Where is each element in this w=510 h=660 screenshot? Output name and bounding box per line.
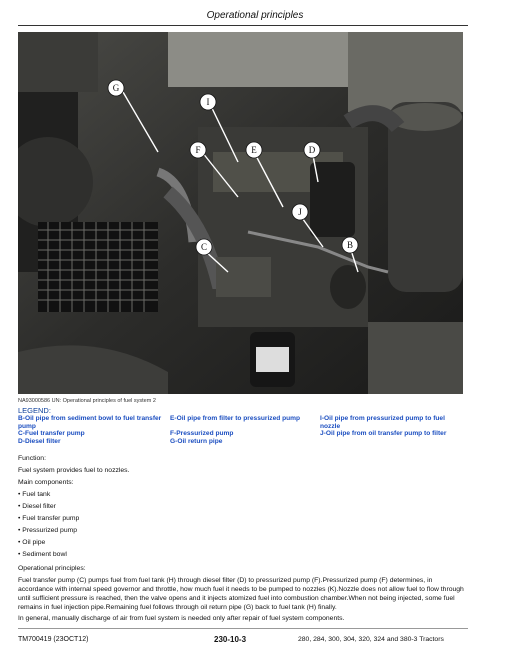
footer-page-number: 230-10-3 — [214, 635, 247, 644]
figure-caption: NA93000586 UN: Operational principles of fuel system 2 — [18, 398, 156, 404]
legend-item-E: E-Oil pipe from filter to pressurized pump — [170, 415, 301, 422]
svg-text:C: C — [200, 242, 208, 252]
principles-text: Fuel transfer pump (C) pumps fuel from fuel tank (H) through diesel filter (D) to pressurized pump (F).Pressurized pump (F) determines, in accordance with internal speed governor and throttle, how much fuel it needs to be pumped to nozzles (K).Nozzle does not allow fuel to flow through until sufficient pressure is reached, then the valve opens and it injects atomized fuel into combustion chamber.When not being injected, some fuel remains in fuel injection pipe.Remaining fuel follows through oil return pipe (G) back to fuel tank (H) finally. — [18, 577, 464, 611]
components-heading: Main components: — [18, 479, 74, 486]
function-heading: Function: — [18, 455, 46, 462]
callout-C — [196, 239, 212, 255]
callout-G — [108, 80, 124, 96]
legend-item-J: J-Oil pipe from oil transfer pump to filter — [320, 430, 447, 438]
callout-J — [292, 204, 308, 220]
legend — [18, 415, 470, 445]
callout-F — [190, 142, 206, 158]
component-item: • Fuel transfer pump — [18, 515, 80, 522]
legend-item-G: G-Oil return pipe — [170, 437, 223, 445]
note-text: In general, manually discharge of air from fuel system is needed only after repair of fuel system components. — [18, 615, 345, 622]
component-item: • Sediment bowl — [18, 551, 67, 558]
principles-heading: Operational principles: — [18, 565, 86, 572]
header-rule — [18, 25, 468, 26]
callout-D — [304, 142, 320, 158]
component-item: • Oil pipe — [18, 539, 46, 546]
svg-text:F: F — [195, 145, 201, 155]
legend-item-D: D-Diesel filter — [18, 437, 61, 445]
component-item: • Fuel tank — [18, 491, 51, 498]
footer-models: 280, 284, 300, 304, 320, 324 and 380-3 Tractors — [298, 636, 444, 643]
callout-B — [342, 237, 358, 253]
legend-title: LEGEND: — [18, 406, 51, 415]
svg-text:G: G — [112, 83, 120, 93]
footer-rule — [18, 628, 468, 629]
page-header-title: Operational principles — [206, 10, 304, 21]
legend-item-C: C-Fuel transfer pump — [18, 430, 85, 438]
svg-text:E: E — [251, 145, 257, 155]
legend-item-I: I-Oil pipe from pressurized pump to fuel nozzle — [320, 415, 445, 430]
function-text: Fuel system provides fuel to nozzles. — [18, 467, 130, 474]
svg-text:I: I — [206, 97, 210, 107]
component-item: • Diesel filter — [18, 503, 56, 510]
legend-item-B: B-Oil pipe from sediment bowl to fuel transfer pump — [18, 415, 162, 430]
component-item: • Pressurized pump — [18, 527, 78, 534]
svg-text:B: B — [346, 240, 354, 250]
callout-E — [246, 142, 262, 158]
radiator-grille — [38, 222, 158, 312]
legend-item-F: F-Pressurized pump — [170, 430, 234, 438]
callout-I — [200, 94, 216, 110]
footer-doc-id: TM700419 (23OCT12) — [18, 636, 89, 643]
svg-text:D: D — [308, 145, 316, 155]
svg-text:J: J — [298, 207, 302, 217]
engine-photo — [18, 32, 463, 394]
